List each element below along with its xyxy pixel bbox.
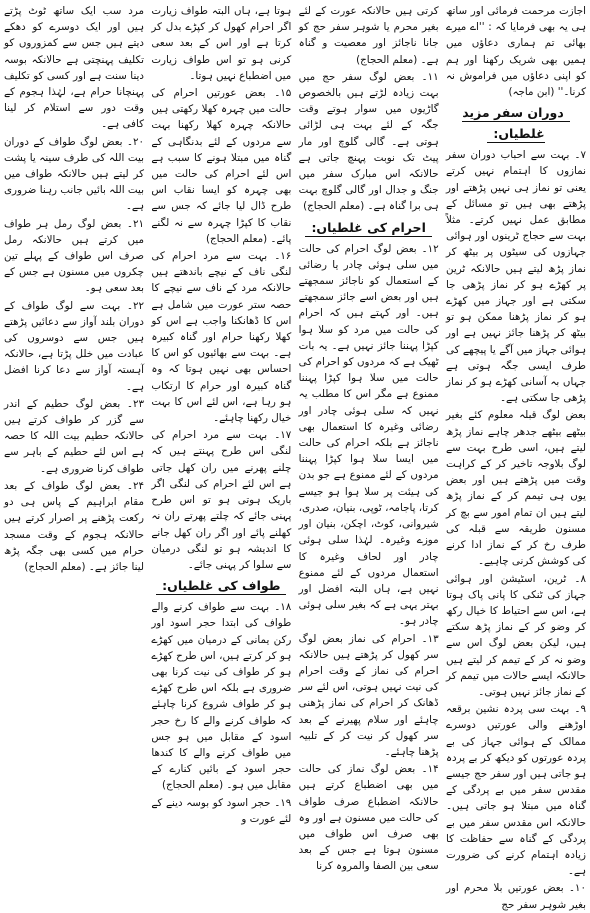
- paragraph: ۱۸۔ بہت سے طواف کرنے والے طواف کی ابتدا حجر اسود اور رکن یمانی کے درمیان میں کھڑے ہو کر کرتے ہیں، اس طرح کھڑے ہو کر طواف کی نیت کرنا بھی ضروری ہے بلکہ اس طرح کھڑے ہو کر طواف شروع کرنا چاہئے کہ طواف کرنے والے کا رخ حجر اسود کے مقابل میں ہو جس میں طواف کرنے والے کا کندھا حجر اسود کے بائیں کنارے کے مقابل میں ہو۔ (معلم الحجاج): [151, 601, 292, 792]
- paragraph: اجازت مرحمت فرمائی اور ساتھ ہی یہ بھی فرمایا کہ : ''اے میرے بھائی تم ہماری دعاؤں میں ہمیں بھی شریک رکھنا اور ہم کو اپنی دعاؤں میں فراموش نہ کرنا۔'' (ابن ماجہ): [445, 5, 586, 99]
- section-heading: [299, 217, 439, 238]
- section-heading-text: دوران سفر مزید غلطیاں:: [462, 105, 570, 143]
- paragraph: ۱۷۔ بہت سے مرد احرام کی لنگی اس طرح پہنتے ہیں کہ چلنے پھرنے میں ران کھل جاتی ہے اس لئے احرام کی لنگی اگر باریک ہوتی ہو تو اس طرح پہنی جائے کہ چلتے پھرتے ران نہ کھلنے پائے اور اگر ران کھل جانے کا اندیشہ ہو تو لنگی درمیان سے سلوا کر پہنی جائے۔: [151, 429, 292, 571]
- paragraph: ۲۰۔ بعض لوگ طواف کے دوران بیت اللہ کی طرف سینہ یا پشت کر لیتے ہیں حالانکہ طواف میں بیت اللہ بائیں جانب رہنا ضروری ہے۔: [4, 135, 144, 213]
- paragraph: ۲۳۔ بعض لوگ حطیم کے اندر سے گزر کر طواف کرتے ہیں حالانکہ حطیم بیت اللہ کا حصہ ہے اس لئے حطیم کے باہر سے طواف کرنا ضروری ہے۔: [4, 397, 144, 475]
- paragraph: ۱۵۔ بعض عورتیں احرام کی حالت میں چہرہ کھلا رکھتی ہیں حالانکہ چہرہ کھلا رکھنا بہت سے مردوں کے لئے بدنگاہی کے گناہ میں مبتلا ہونے کا سبب ہے اس لئے احرام کی حالت میں بھی چہرہ کو ایسا نقاب اس طرح ڈال لیا جائے کہ جس سے نقاب کا کپڑا چہرہ سے نہ لگنے پائے۔ (معلم الحجاج): [151, 87, 292, 245]
- paragraph: ۲۴۔ بعض لوگ طواف کے بعد مقام ابراہیم کے پاس ہی دو رکعت پڑھنے پر اصرار کرتے ہیں حالانکہ ہجوم کے وقت مسجد حرام میں کسی بھی جگہ پڑھ لینا جائز ہے۔ (معلم الحجاج): [4, 479, 144, 573]
- paragraph: ۱۲۔ بعض لوگ احرام کی حالت میں سلی ہوئی چادر یا رضائی کے استعمال کو ناجائز سمجھتے ہیں اور بعض اسے جائز سمجھتے ہیں۔ اور کہتے ہیں کہ احرام کی حالت میں مرد کو سلا ہوا کپڑا پہننا جائز نہیں ہے۔ یہ بات ٹھیک ہے کہ مردوں کو احرام کی حالت میں سلا ہوا کپڑا پہننا ممنوع ہے مگر اس کا مطلب یہ نہیں کہ سلی ہوئی چادر اور رضائی وغیرہ کا استعمال بھی ناجائز ہے بلکہ احرام کی حالت میں ایسا سلا ہوا کپڑا پہننا مردوں کے لئے ممنوع ہے جو بدن کی ہیئت پر سلا ہوا ہو جیسے کرتا، پاجامہ، ٹوپی، بنیان، صدری، شیروانی، کوٹ، اچکن، بنیان اور موزے وغیرہ۔ لہٰذا سلی ہوئی چادر اور لحاف وغیرہ کا استعمال مردوں کے لئے ممنوع نہیں ہے، ہاں البتہ افضل اور بہتر یہی ہے کہ بغیر سلی ہوئی چادر ہو۔: [298, 242, 439, 628]
- paragraph: ۱۴۔ بعض لوگ نماز کی حالت میں بھی اضطباع کرتے ہیں حالانکہ اضطباع صرف طواف کی حالت میں مسنون ہے اور وہ بھی صرف اس طواف میں مسنون ہوتا ہے جس کے بعد سعی بین الصفا والمروہ کرنا: [298, 763, 439, 873]
- paragraph: ۲۱۔ بعض لوگ رمل ہر طواف میں کرتے ہیں حالانکہ رمل صرف اس طواف کے پہلے تین چکروں میں مسنون ہے جس کے بعد سعی ہو۔: [4, 217, 144, 295]
- paragraph: ۲۲۔ بہت سے لوگ طواف کے دوران بلند آواز سے دعائیں پڑھتے ہیں جس سے دوسروں کی عبادت میں خلل پڑتا ہے، حالانکہ آہستہ آواز سے دعا کرنا افضل ہے۔: [4, 299, 144, 393]
- text-column-3: [151, 3, 292, 825]
- paragraph: کرتی ہیں حالانکہ عورت کے لئے بغیر محرم یا شوہر سفر حج کو جانا ناجائز اور معصیت و گناہ ہے۔ (معلم الحجاج): [298, 5, 439, 66]
- paragraph: بعض لوگ قبلہ معلوم کئے بغیر بیٹھے بیٹھے جدھر چاہے نماز پڑھ لیتے ہیں، اسی طرح بہت سے لوگ بلاوجہ تاخیر کر کے کراہت وقت میں پڑھتے ہیں اور بعض یوں ہی تیمم کر کے نماز پڑھ لیتے ہیں ان تمام امور سے بچ کر مسنون طریقہ سے قبلہ کی طرف رخ کر کے نماز ادا کرنے کی کوشش کرنی چاہیے۔: [445, 409, 586, 568]
- page: [4, 3, 586, 911]
- paragraph: ۱۱۔ بعض لوگ سفر حج میں بہت زیادہ لڑتے ہیں بالخصوص گاڑیوں میں سوار ہوتے وقت جگہ کے لئے بہت ہی لڑائی ہوتی ہے۔ گالی گلوچ اور مار پیٹ تک نوبت پہنچ جاتی ہے حالانکہ اس مبارک سفر میں جنگ و جدال اور گالی گلوچ بہت ہی برا گناہ ہے۔ (معلم الحجاج): [298, 70, 439, 213]
- section-heading-text: احرام کی غلطیاں:: [305, 220, 431, 237]
- section-heading-text: طواف کی غلطیاں:: [156, 578, 286, 595]
- section-heading: [151, 575, 291, 596]
- paragraph: ۱۶۔ بہت سے مرد احرام کی لنگی ناف کے نیچے باندھتے ہیں حالانکہ مرد کے ناف سے نیچے کا حصہ ستر عورت میں شامل ہے اس کا ڈھانکنا واجب ہے اس کو کھلا رکھنا حرام اور گناہ کبیرہ ہے۔ بہت سے بھائیوں کو اس کا احساس بھی نہیں ہوتا کہ وہ گناہ کبیرہ اور حرام کا ارتکاب ہو رہا ہے، اس لئے اس کا بہت خیال رکھنا چاہئے۔: [151, 250, 292, 425]
- paragraph: ۱۳۔ احرام کی نماز بعض لوگ سر کھول کر پڑھتے ہیں حالانکہ احرام کی نماز کے وقت احرام کی نیت نہیں ہوتی، اس لئے سر ڈھانک کر احرام کی نماز پڑھنی چاہئے اور سلام پھیرنے کے بعد سر کھول کر نیت کر کے تلبیہ پڑھنا چاہئے۔: [298, 632, 439, 758]
- paragraph: ۷۔ بہت سے احباب دوران سفر نمازوں کا اہتمام نہیں کرتے یعنی تو نماز ہی نہیں پڑھتے اور پڑھتے بھی ہیں تو مسائل کے مطابق عمل نہیں کرتے۔ مثلاً بہت سے حجاج ٹرینوں اور ہوائی جہازوں کی سیٹوں پر بیٹھ کر نماز پڑھ لیتے ہیں حالانکہ ٹرین پر کھڑے ہو کر نماز پڑھی جا سکتی ہے اور جہاز میں کھڑے ہو کر نماز پڑھنا ممکن ہو تو بیٹھ کر پڑھنا جائز نہیں ہے اور ہوائی جہاز میں آگے یا پیچھے کی طرف ایسی جگہ ہوتی ہے جہاں بہ آسانی کھڑے ہو کر نماز پڑھی جا سکتی ہے۔: [445, 149, 586, 405]
- paragraph: ۱۰۔ بعض عورتیں بلا محرم اور بغیر شوہر سفر حج: [445, 882, 586, 911]
- text-column-4: [4, 3, 144, 755]
- paragraph: ۹۔ بہت سی پردہ نشین برقعہ اوڑھنے والی عورتیں دوسرے ممالک کے ہوائی جہاز کی بے پردہ عورتوں کو دیکھ کر بے پردہ ہو جاتی ہیں اور سفر حج جیسے مقدس سفر میں بے پردگی کے گناہ میں مبتلا ہو جاتی ہیں۔ حالانکہ اس مقدس سفر میں بے پردگی کے گناہ سے حفاظت کا زیادہ اہتمام کرنے کی ضرورت ہے۔: [445, 703, 586, 878]
- text-column-2: [298, 3, 439, 873]
- section-heading: [446, 102, 586, 144]
- text-column-1: [445, 3, 586, 911]
- paragraph: مرد سب ایک ساتھ ٹوٹ پڑتے ہیں اور ایک دوسرے کو دھکے دیتے ہیں جس سے کمزوروں کو تکلیف پہنچتی ہے حالانکہ بوسہ دینا سنت ہے اور کسی کو تکلیف پہنچانا حرام ہے، لہٰذا ہجوم کے وقت دور سے استلام کر لینا کافی ہے۔: [4, 5, 144, 131]
- paragraph: ۱۹۔ حجر اسود کو بوسہ دینے کے لئے عورت و: [151, 796, 292, 825]
- paragraph: ۸۔ ٹرین، اسٹیشن اور ہوائی جہاز کی ٹنکی کا پانی پاک ہوتا ہے، اس سے احتیاط کا خیال رکھ کر وضو کر کے نماز پڑھ سکتے ہیں، لیکن بعض لوگ اس سے وضو نہ کر کے تیمم کر لیتے ہیں حالانکہ ایسے حالات میں تیمم کر کے نماز جائز نہیں ہوتی۔: [445, 572, 586, 698]
- paragraph: ہوتا ہے، ہاں البتہ طواف زیارت اگر احرام کھول کر کپڑے بدل کر کرتا ہے اور اس کے بعد سعی کرنی ہو تو اس طواف زیارت میں اضطباع نہیں ہوتا۔: [151, 5, 292, 82]
